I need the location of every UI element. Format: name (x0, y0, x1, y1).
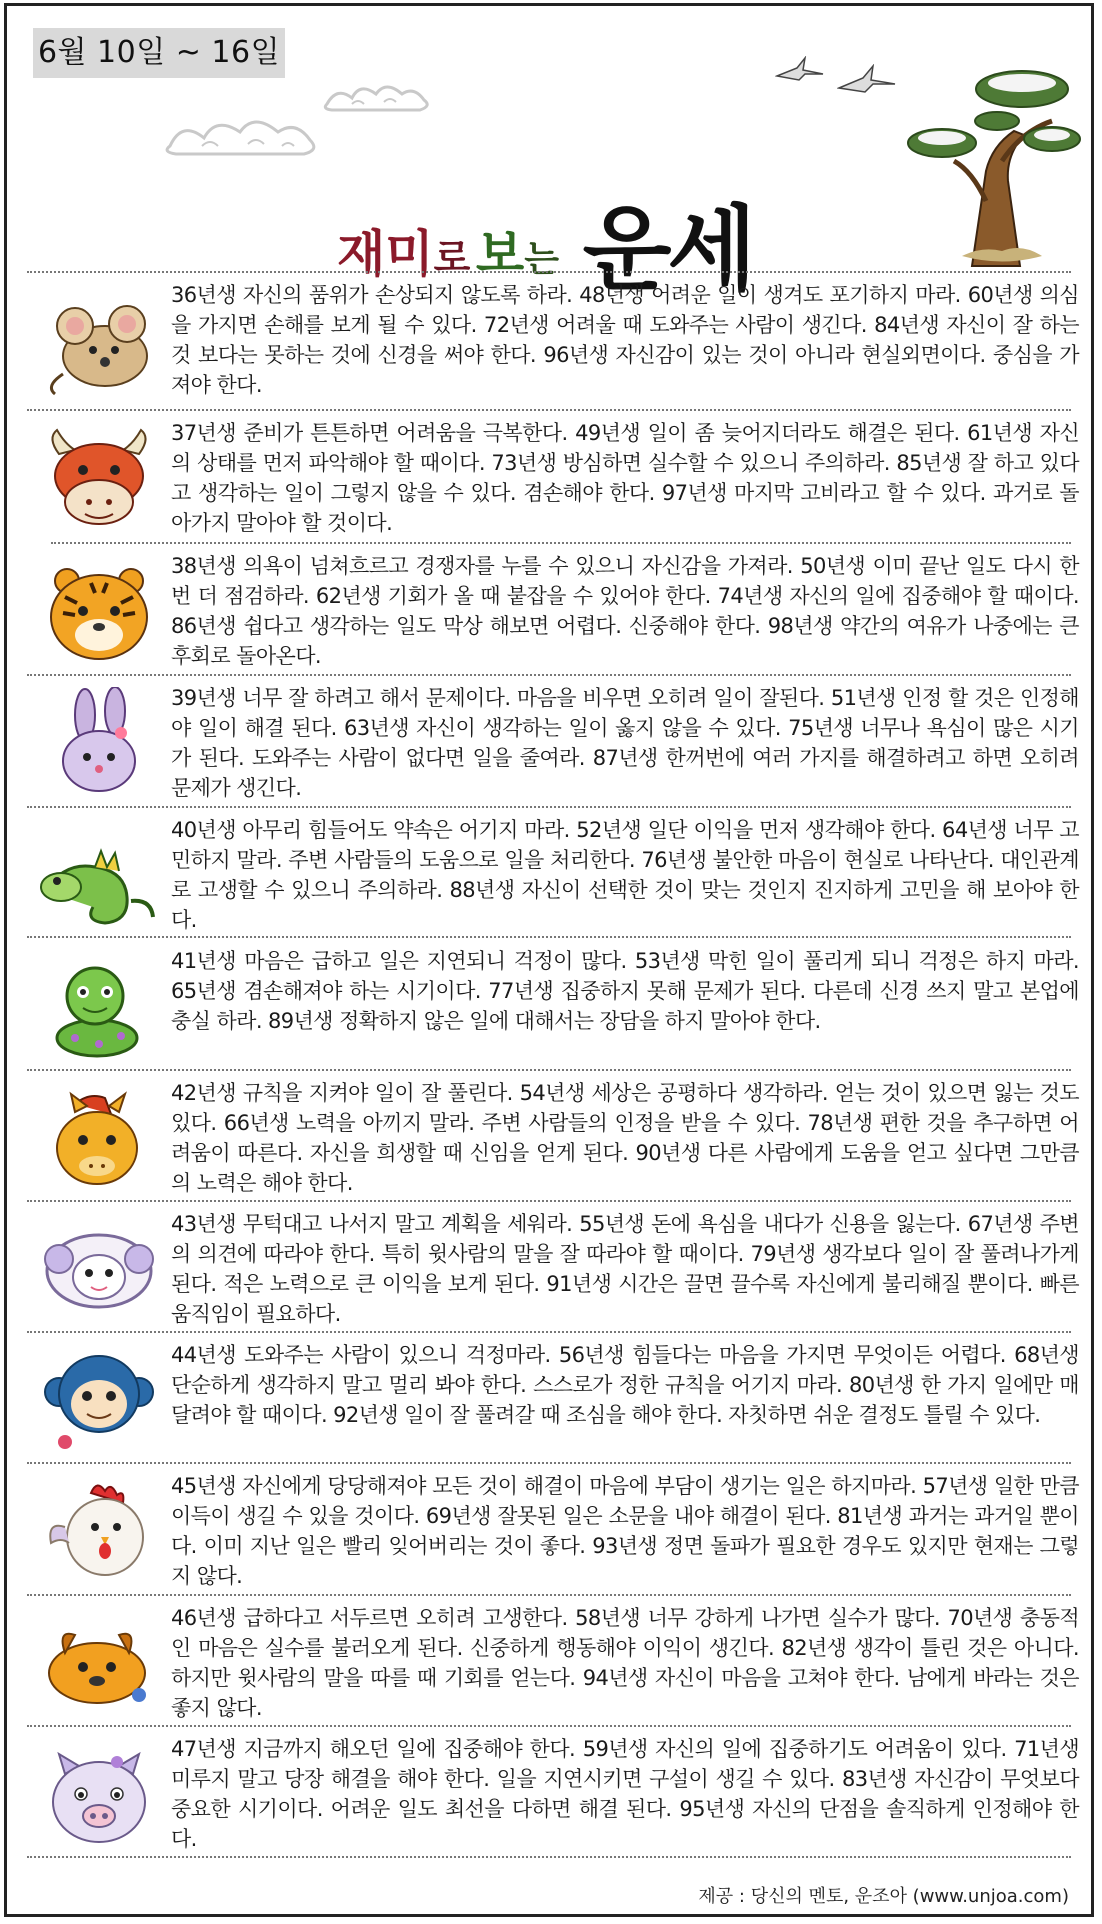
cloud-icon (162, 106, 332, 166)
list-item (27, 1078, 1082, 1198)
pig-icon (35, 1740, 163, 1852)
rabbit-icon (35, 687, 163, 799)
fortune-text: 36년생 자신의 품위가 손상되지 않도록 하라. 48년생 어려운 일이 생겨도 포기하지 마라. 60년생 의심을 가지면 손해를 보게 될 수 있다. 72년생 어려울 때 도와주는 사람이 생긴다. 84년생 자신이 잘 하는 것 보다는 못하는 것에 신경을 써야 한다. 96년생 자신감이 있는 것이 아니라 현실외면이다. 중심을 가져야 한다. (171, 283, 1079, 397)
divider (27, 936, 1071, 938)
list-item (27, 1340, 1082, 1460)
page-title (337, 166, 753, 303)
ox-icon (35, 424, 163, 536)
bird-icon (837, 64, 897, 94)
divider (27, 1069, 1071, 1071)
rat-icon (35, 290, 163, 402)
dragon-icon (35, 821, 163, 933)
divider (27, 1594, 1071, 1596)
fortune-text: 43년생 무턱대고 나서지 말고 계획을 세워라. 55년생 돈에 욕심을 내다가 신용을 잃는다. 67년생 주변의 의견에 따라야 한다. 특히 윗사람의 말을 잘 따라야 할 때이다. 79년생 생각보다 일이 잘 풀려나가게 된다. 적은 노력으로 큰 이익을 보게 된다. 91년생 시간은 끌면 끌수록 자신에게 불리해질 뿐이다. 빠른 움직임이 필요하다. (171, 1212, 1079, 1326)
fortune-text: 44년생 도와주는 사람이 있으니 걱정마라. 56년생 힘들다는 마음을 가지면 무엇이든 어렵다. 68년생 단순하게 생각하지 말고 멀리 봐야 한다. 스스로가 정한 규칙을 어기지 마라. 80년생 한 가지 일에만 매달려야 할 때이다. 92년생 일이 잘 풀려갈 때 조심을 해야 한다. 자칫하면 쉬운 결정도 틀릴 수 있다. (171, 1343, 1079, 1427)
divider (27, 1856, 1071, 1858)
sheep-icon (35, 1215, 163, 1327)
list-item (27, 946, 1082, 1066)
fortune-text: 38년생 의욕이 넘쳐흐르고 경쟁자를 누를 수 있으니 자신감을 가져라. 50년생 이미 끝난 일도 다시 한 번 더 점검하라. 62년생 기회가 올 때 붙잡을 수 있어야 한다. 74년생 자신의 일에 집중해야 할 때이다. 86년생 쉽다고 생각하는 일도 막상 해보면 어렵다. 신중해야 한다. 98년생 약간의 여유가 나중에는 큰 후회로 돌아온다. (171, 554, 1079, 668)
fortune-text: 39년생 너무 잘 하려고 해서 문제이다. 마음을 비우면 오히려 일이 잘된다. 51년생 인정 할 것은 인정해야 일이 해결 된다. 63년생 자신이 생각하는 일이 옳지 않을 수 있다. 75년생 너무나 욕심이 많은 시기가 된다. 도와주는 사람이 없다면 일을 줄여라. 87년생 한꺼번에 여러 가지를 해결하려고 하면 오히려 문제가 생긴다. (171, 686, 1079, 800)
fortune-text: 47년생 지금까지 해오던 일에 집중해야 한다. 59년생 자신의 일에 집중하기도 어려움이 있다. 71년생 미루지 말고 당장 해결을 해야 한다. 일을 지연시키면 구설이 생길 수 있다. 83년생 자신감이 무엇보다 중요한 시기이다. 어려운 일도 최선을 다하면 해결 된다. 95년생 자신의 단점을 솔직하게 인정해야 한다. (171, 1737, 1079, 1851)
list-item (27, 683, 1082, 803)
date-range-label: 6월 10일 ~ 16일 (33, 28, 285, 78)
bird-icon (775, 56, 825, 84)
list-item (27, 418, 1082, 538)
snake-icon (35, 952, 163, 1064)
fortune-text: 46년생 급하다고 서두르면 오히려 고생한다. 58년생 너무 강하게 나가면 실수가 많다. 70년생 충동적인 마음은 실수를 불러오게 된다. 신중하게 행동해야 이익이 생긴다. 82년생 생각이 틀린 것은 아니다. 하지만 윗사람의 말을 따를 때 기회를 얻는다. 94년생 자신이 마음을 고쳐야 한다. 남에게 바라는 것은 좋지 않다. (171, 1606, 1079, 1720)
pine-tree-icon (902, 51, 1082, 271)
cloud-icon (322, 76, 442, 116)
page-frame (4, 3, 1094, 1917)
divider (27, 1331, 1071, 1333)
list-item (27, 1209, 1082, 1329)
fortune-text: 42년생 규칙을 지켜야 일이 잘 풀린다. 54년생 세상은 공평하다 생각하라. 얻는 것이 있으면 잃는 것도 있다. 66년생 노력을 아끼지 말라. 주변 사람들의 인정을 받을 수 있다. 78년생 편한 것을 추구하면 어려움이 따른다. 자신을 희생할 때 신임을 얻게 된다. 90년생 다른 사람에게 도움을 얻고 싶다면 그만큼의 노력은 해야 한다. (171, 1081, 1079, 1195)
title-part: 로 (433, 236, 471, 280)
title-part: 보 (475, 225, 525, 283)
divider (27, 1200, 1071, 1202)
divider (27, 1462, 1071, 1464)
list-item (27, 1734, 1082, 1854)
fortune-text: 45년생 자신에게 당당해져야 모든 것이 해결이 마음에 부담이 생기는 일은 하지마라. 57년생 일한 만큼 이득이 생길 수 있을 것이다. 69년생 잘못된 일은 소문을 내야 해결이 된다. 81년생 과거는 과거일 뿐이다. 이미 지난 일은 빨리 잊어버리는 것이 좋다. 93년생 정면 돌파가 필요한 경우도 있지만 현재는 그렇지 않다. (171, 1474, 1079, 1588)
tiger-icon (35, 557, 163, 669)
dog-icon (35, 1609, 163, 1721)
divider (27, 271, 1071, 273)
divider (27, 806, 1071, 808)
divider (51, 542, 1071, 544)
title-part: 운세 (582, 195, 753, 303)
fortune-text: 37년생 준비가 튼튼하면 어려움을 극복한다. 49년생 일이 좀 늦어지더라도 해결은 된다. 61년생 자신의 상태를 먼저 파악해야 할 때이다. 73년생 방심하면 실수할 수 있으니 주의하라. 85년생 잘 하고 있다고 생각하는 일이 그렇지 않을 수 있다. 겸손해야 한다. 97년생 마지막 고비라고 할 수 있다. 과거로 돌아가지 말아야 할 것이다. (171, 421, 1079, 535)
title-part: 는 (524, 239, 559, 280)
list-item (27, 1471, 1082, 1591)
list-item (27, 1603, 1082, 1723)
divider (27, 1725, 1071, 1727)
fortune-text: 40년생 아무리 힘들어도 약속은 어기지 마라. 52년생 일단 이익을 먼저 생각해야 한다. 64년생 너무 고민하지 말라. 주변 사람들의 도움으로 일을 처리한다. 76년생 불안한 마음이 현실로 나타난다. 대인관계로 고생할 수 있으니 주의하라. 88년생 자신이 선택한 것이 맞는 것인지 진지하게 고민을 해 보아야 한다. (171, 818, 1079, 932)
list-item (27, 280, 1082, 405)
list-item (27, 551, 1082, 671)
list-item (27, 815, 1082, 933)
divider (27, 409, 1071, 411)
source-credit: 제공 : 당신의 멘토, 운조아 (www.unjoa.com) (698, 1886, 1069, 1907)
horse-icon (35, 1084, 163, 1196)
rooster-icon (35, 1477, 163, 1589)
fortune-text: 41년생 마음은 급하고 일은 지연되니 걱정이 많다. 53년생 막힌 일이 풀리게 되니 걱정은 하지 마라. 65년생 겸손해져야 하는 시기이다. 77년생 집중하지 못해 문제가 된다. 다른데 신경 쓰지 말고 본업에 충실 하라. 89년생 정확하지 않은 일에 대해서는 장담을 하지 말아야 한다. (171, 949, 1079, 1033)
divider (27, 674, 1071, 676)
title-part: 재미 (337, 225, 434, 283)
monkey-icon (35, 1346, 163, 1458)
